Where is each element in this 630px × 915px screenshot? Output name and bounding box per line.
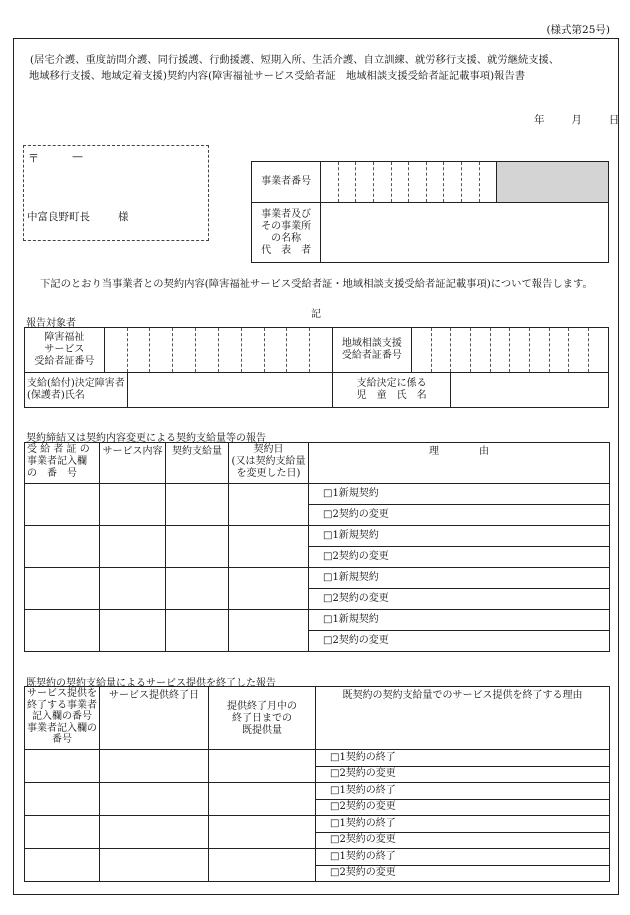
decided-person-label-line: 支給(給付)決定障害者	[27, 378, 125, 389]
addressee-honorific: 様	[118, 211, 129, 223]
welfare-cert-label-line: 障害福祉	[44, 332, 85, 343]
welfare-cert-digit[interactable]	[173, 328, 196, 373]
contract-header-amount: 契約支給量	[166, 443, 229, 484]
contract-row-service[interactable]	[100, 568, 166, 610]
date-year: 年	[534, 114, 545, 126]
contract-row-amount[interactable]	[166, 526, 229, 568]
end-header-reason: 既契約の契約支給量でのサービス提供を終了する理由	[316, 687, 610, 750]
welfare-cert-digit[interactable]	[104, 328, 127, 373]
end-header-line: 事業者記入欄の	[27, 722, 97, 734]
contract-row-entry-no[interactable]	[25, 610, 100, 652]
end-header-line: 番号	[52, 734, 72, 745]
provider-number-digit[interactable]	[338, 162, 356, 203]
consult-cert-digit[interactable]	[451, 328, 471, 373]
child-name-label	[332, 373, 450, 408]
contract-header-line: の 番 号	[27, 468, 77, 479]
provider-number-label: 事業者番号	[252, 162, 321, 203]
end-row-entry-no[interactable]	[25, 849, 100, 882]
option-contract-end[interactable]: □1契約の終了	[316, 849, 610, 866]
contract-row-service[interactable]	[100, 610, 166, 652]
child-name-label-line: 児 童 氏 名	[356, 390, 427, 401]
welfare-cert-digit[interactable]	[310, 328, 333, 373]
option-contract-change[interactable]: □2契約の変更	[316, 865, 610, 882]
end-header-line: 記入欄の番号	[32, 711, 92, 722]
end-row-end-date[interactable]	[100, 849, 209, 882]
welfare-cert-label	[25, 328, 105, 373]
decided-person-label-line: (保護者)氏名	[27, 390, 85, 401]
address-box[interactable]	[23, 145, 209, 241]
end-section-label: 既契約の契約支給量によるサービス提供を終了した報告	[26, 678, 276, 689]
contract-row-date[interactable]	[229, 568, 309, 610]
option-contract-change[interactable]: □2契約の変更	[309, 505, 610, 526]
consult-cert-label-line: 地域相談支援	[341, 338, 402, 349]
consult-cert-digit[interactable]	[510, 328, 530, 373]
end-header-provided-amount	[209, 687, 316, 750]
welfare-cert-digit[interactable]	[241, 328, 264, 373]
provider-number-digit[interactable]	[426, 162, 444, 203]
welfare-cert-label-line: サービス	[44, 344, 85, 355]
provider-number-digit[interactable]	[391, 162, 409, 203]
provider-number-digit[interactable]	[461, 162, 479, 203]
provider-number-digit[interactable]	[374, 162, 392, 203]
end-row-entry-no[interactable]	[25, 783, 100, 816]
contract-row-entry-no[interactable]	[25, 484, 100, 526]
contract-row-date[interactable]	[229, 526, 309, 568]
intro-text: 下記のとおり当事業者との契約内容(障害福祉サービス受給者証・地域相談支援受給者証記載事項)について報告します。	[40, 278, 593, 290]
title-line-1: (居宅介護、重度訪問介護、同行援護、行動援護、短期入所、生活介護、自立訓練、就労移行支援、就労継続支援、	[30, 54, 560, 66]
consult-cert-digit[interactable]	[431, 328, 451, 373]
end-row-entry-no[interactable]	[25, 816, 100, 849]
consult-cert-label	[332, 328, 411, 373]
consult-cert-digit[interactable]	[470, 328, 490, 373]
option-contract-change[interactable]: □2契約の変更	[316, 799, 610, 816]
provider-name-label-line: 事業者及び	[261, 208, 312, 220]
form-number: (様式第25号)	[546, 24, 610, 36]
target-table	[24, 327, 609, 408]
consult-cert-label-line: 受給者証番号	[341, 350, 402, 361]
option-contract-change[interactable]: □2契約の変更	[309, 589, 610, 610]
end-row-provided-amount[interactable]	[209, 816, 316, 849]
welfare-cert-digit[interactable]	[127, 328, 150, 373]
title-line-2: 地域移行支援、地域定着支援)契約内容(障害福祉サービス受給者証 地域相談支援受給者証記載事項)報告書	[29, 70, 526, 82]
contract-header-date	[229, 443, 309, 484]
end-row-entry-no[interactable]	[25, 750, 100, 783]
option-contract-change[interactable]: □2契約の変更	[309, 631, 610, 652]
child-name-label-line: 支給決定に係る	[356, 378, 427, 389]
decided-person-label	[25, 373, 128, 408]
option-new-contract[interactable]: □1新規契約	[309, 526, 610, 547]
date-line	[534, 112, 619, 127]
end-header-line: 既提供量	[242, 725, 282, 736]
provider-name-label-line: の名称	[271, 232, 302, 244]
date-day: 日	[608, 114, 620, 126]
welfare-cert-digit[interactable]	[196, 328, 219, 373]
contract-row-amount[interactable]	[166, 610, 229, 652]
provider-name-label	[252, 203, 321, 263]
option-contract-end[interactable]: □1契約の終了	[316, 750, 610, 767]
contract-header-line: 契約日	[253, 444, 284, 455]
contract-header-service: サービス内容	[100, 443, 166, 484]
provider-name-label-line: その事業所	[261, 220, 312, 232]
contract-header-line: (又は契約支給量	[231, 456, 306, 467]
contract-header-entry-no	[25, 443, 100, 484]
welfare-cert-digit[interactable]	[150, 328, 173, 373]
end-header-line: 終了する事業者	[27, 699, 97, 711]
decided-person-field[interactable]	[127, 373, 332, 408]
date-month: 月	[571, 114, 582, 126]
welfare-cert-digit[interactable]	[287, 328, 310, 373]
end-header-end-date: サービス提供終了日	[100, 687, 209, 750]
contract-row-date[interactable]	[229, 484, 309, 526]
option-new-contract[interactable]: □1新規契約	[309, 610, 610, 631]
contract-row-amount[interactable]	[166, 568, 229, 610]
end-table	[24, 686, 610, 882]
consult-cert-digit[interactable]	[589, 328, 609, 373]
contract-row-date[interactable]	[229, 610, 309, 652]
provider-table	[251, 161, 609, 263]
child-name-field[interactable]	[451, 373, 609, 408]
provider-number-digit[interactable]	[479, 162, 497, 203]
contract-header-line: を変更した日)	[236, 468, 301, 479]
contract-header-line: 受 給 者 証 の	[27, 444, 90, 455]
end-row-provided-amount[interactable]	[209, 750, 316, 783]
consult-cert-digit[interactable]	[549, 328, 569, 373]
consult-cert-digit[interactable]	[490, 328, 510, 373]
provider-number-digit[interactable]	[444, 162, 462, 203]
contract-row-amount[interactable]	[166, 484, 229, 526]
provider-number-digit[interactable]	[409, 162, 427, 203]
option-contract-end[interactable]: □1契約の終了	[316, 816, 610, 833]
end-header-line: 提供終了月中の	[227, 701, 297, 712]
end-header-line: サービス提供を	[27, 688, 97, 699]
contract-row-service[interactable]	[100, 526, 166, 568]
option-new-contract[interactable]: □1新規契約	[309, 484, 610, 505]
contract-row-entry-no[interactable]	[25, 568, 100, 610]
contract-row-service[interactable]	[100, 484, 166, 526]
contract-section-label: 契約締結又は契約内容変更による契約支給量等の報告	[26, 433, 266, 444]
welfare-cert-digit[interactable]	[218, 328, 241, 373]
end-row-provided-amount[interactable]	[209, 849, 316, 882]
option-contract-change[interactable]: □2契約の変更	[309, 547, 610, 568]
provider-number-digit[interactable]	[356, 162, 374, 203]
provider-name-field[interactable]	[321, 203, 609, 263]
form-title	[30, 52, 610, 84]
end-header-line: 終了日までの	[232, 713, 292, 724]
end-row-end-date[interactable]	[100, 816, 209, 849]
end-header-entry-no	[25, 687, 100, 750]
option-contract-change[interactable]: □2契約の変更	[316, 832, 610, 849]
target-section-label: 報告対象者	[26, 318, 76, 329]
option-contract-change[interactable]: □2契約の変更	[316, 766, 610, 783]
end-row-end-date[interactable]	[100, 783, 209, 816]
provider-number-digit[interactable]	[321, 162, 339, 203]
addressee: 中富良野町長	[27, 211, 90, 223]
ki-label: 記	[311, 309, 321, 320]
contract-table	[24, 442, 610, 652]
contract-header-reason: 理 由	[309, 443, 610, 484]
contract-row-entry-no[interactable]	[25, 526, 100, 568]
consult-cert-digit[interactable]	[530, 328, 550, 373]
provider-rep-label: 代 表 者	[261, 244, 312, 256]
end-row-provided-amount[interactable]	[209, 783, 316, 816]
option-contract-end[interactable]: □1契約の終了	[316, 783, 610, 800]
consult-cert-digit[interactable]	[569, 328, 589, 373]
option-new-contract[interactable]: □1新規契約	[309, 568, 610, 589]
postal-mark: 〒	[28, 152, 39, 165]
consult-cert-digit[interactable]	[411, 328, 431, 373]
welfare-cert-label-line: 受給者証番号	[34, 356, 95, 367]
provider-number-shaded	[497, 162, 609, 203]
welfare-cert-digit[interactable]	[264, 328, 287, 373]
postal-dash: —	[72, 150, 83, 163]
end-row-end-date[interactable]	[100, 750, 209, 783]
contract-header-line: 事業者記入欄	[27, 456, 87, 467]
